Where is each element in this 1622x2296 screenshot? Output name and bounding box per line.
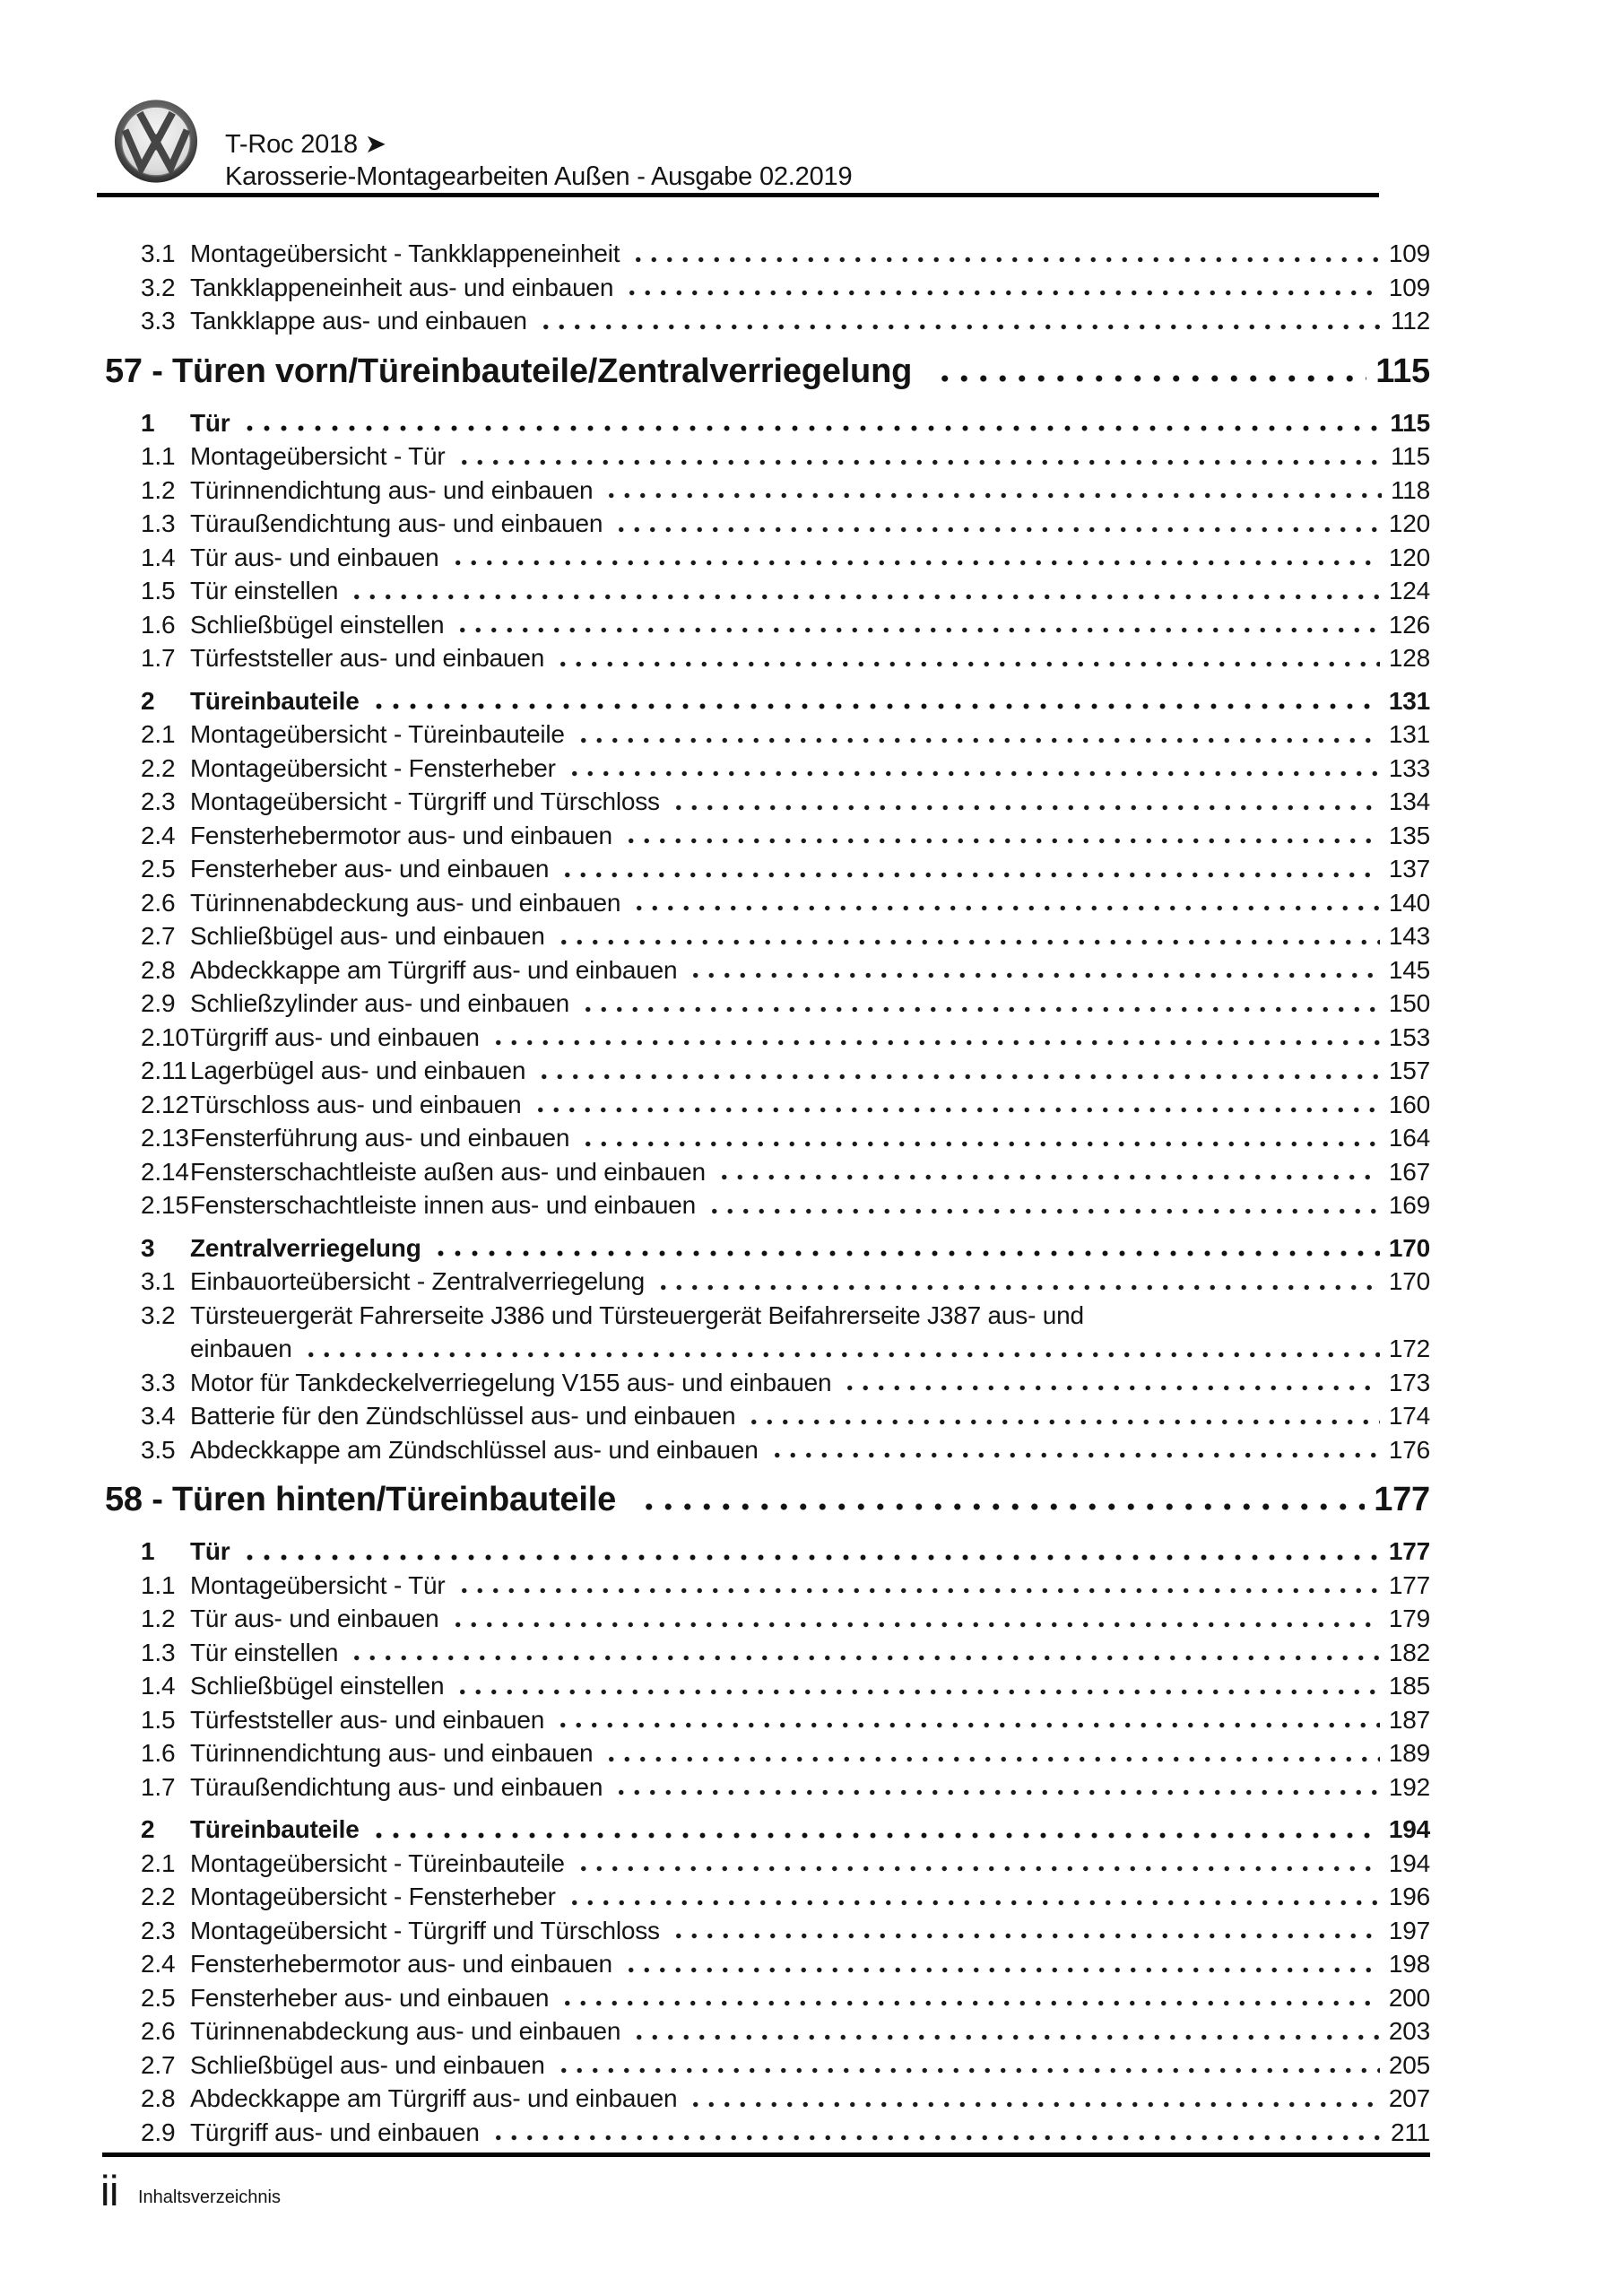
dot-leader [456,459,1382,465]
toc-entry-title: Fensterhebermotor aus- und einbauen [190,821,612,849]
toc-entry-number: 2.2 [141,753,176,782]
dot-leader [555,1722,1380,1728]
toc-entry-title: Türaußendichtung aus- und einbauen [190,509,603,537]
toc-entry-number: 1.7 [141,1772,176,1801]
dot-leader [603,1756,1380,1762]
toc-entry-number: 1 [141,1537,155,1565]
toc-entry-number: 3.2 [141,273,176,301]
toc-entry-title: Türinnendichtung aus- und einbauen [190,475,594,504]
dot-leader [576,737,1380,744]
footer-page-number: ii [100,2167,118,2214]
toc-entry-number: 3.4 [141,1402,176,1430]
toc-entry [141,1433,1430,1467]
dot-leader [567,770,1380,777]
toc-page-number: 187 [1388,1705,1430,1734]
toc-page-number: 177 [1388,1570,1430,1599]
toc-entry-number: 2.12 [141,1090,189,1118]
toc-entry-title: Türinnendichtung aus- und einbauen [190,1739,594,1767]
toc-entry-number: 1.6 [141,610,176,639]
toc-entry [141,1636,1430,1670]
dot-leader [631,905,1380,911]
toc-entry [141,1299,1430,1333]
toc-entry-number: 1.2 [141,475,176,504]
toc-entry [141,1121,1430,1155]
toc-page-number: 176 [1388,1435,1430,1464]
toc-entry-number: 3.1 [141,239,176,267]
dot-leader [716,1174,1380,1180]
toc-entry [141,1736,1430,1770]
dot-leader [455,627,1380,633]
toc-entry-title: Türsteuergerät Fahrerseite J386 und Türsteuergerät Beifahrerseite J387 aus- und [190,1300,1084,1329]
toc-page-number: 211 [1390,2118,1430,2146]
dot-leader [370,1832,1380,1839]
toc-entry-title: Tür aus- und einbauen [190,543,439,571]
toc-page-number: 133 [1388,753,1430,782]
dot-leader [556,939,1380,945]
toc-entry-number: 2.1 [141,720,176,748]
toc-chapter-row [105,351,1430,392]
toc-entry-title: Motor für Tankdeckelverriegelung V155 aus- und einbauen [190,1368,832,1396]
toc-entry-number: 1.1 [141,1570,176,1599]
toc-entry-number: 1.1 [141,442,176,470]
toc-section-row [141,406,1430,440]
toc-page-number: 198 [1388,1950,1430,1978]
toc-entry-title: Tür einstellen [190,577,339,604]
toc-chapter-title: 58 - Türen hinten/Türeinbauteile [105,1481,617,1518]
toc-entry-title: Schließzylinder aus- und einbauen [190,989,569,1017]
toc-section-row [141,1231,1430,1265]
toc-page-number: 185 [1388,1672,1430,1700]
toc-entry [141,2116,1430,2150]
toc-page-number: 192 [1388,1772,1430,1801]
footer-label: Inhaltsverzeichnis [138,2187,281,2207]
dot-leader [580,1006,1380,1013]
toc-page-number: 128 [1388,644,1430,672]
toc-entry [141,1265,1430,1299]
toc-entry-title: Schließbügel aus- und einbauen [190,2050,545,2079]
toc-entry [141,1669,1430,1703]
dot-leader [533,1107,1380,1113]
toc-entry-number: 2.10 [141,1022,189,1051]
toc-section-row [141,1813,1430,1847]
toc-page-number: 196 [1388,1883,1430,1910]
toc-page-number: 153 [1388,1022,1430,1051]
dot-leader [576,1866,1380,1872]
toc-entry-title: Batterie für den Zündschlüssel aus- und einbauen [190,1402,736,1430]
footer-rule [102,2152,1430,2157]
toc-entry [141,1602,1430,1636]
toc-entry [141,1054,1430,1088]
toc-entry-title: Montageübersicht - Türeinbauteile [190,1848,565,1877]
toc-entry-number: 1 [141,408,155,437]
toc-page-number: 131 [1388,720,1430,748]
toc-entry-title: Schließbügel einstellen [190,610,445,639]
toc-page-number: 112 [1390,307,1430,335]
dot-leader [349,594,1380,600]
dot-leader [456,1587,1380,1594]
toc-page-number: 200 [1388,1983,1430,2012]
dot-leader [538,324,1382,330]
dot-leader [707,1208,1380,1214]
toc-entry-title: Abdeckkappe am Türgriff aus- und einbauen [190,2084,678,2112]
dot-leader [688,972,1380,978]
dot-leader [769,1452,1380,1458]
toc-page-number: 160 [1388,1090,1430,1118]
toc-entry-number: 2.5 [141,1983,176,2012]
toc-entry-title: Tür aus- und einbauen [190,1605,439,1632]
toc-entry-number: 2.2 [141,1883,176,1910]
dot-leader [450,1622,1380,1628]
dot-leader [559,2000,1380,2006]
dot-leader [555,661,1380,667]
toc-page-number: 109 [1388,273,1430,301]
dot-leader [603,492,1382,499]
toc-entry-number: 1.3 [141,1638,176,1666]
toc-entry-number: 3.1 [141,1267,176,1295]
dot-leader [455,1689,1380,1695]
toc-entry-title: Montageübersicht - Türgriff und Türschloss [190,1916,660,1944]
toc-page-number: 194 [1388,1848,1430,1877]
toc-section-row [141,684,1430,718]
toc-entry-number: 2.13 [141,1124,189,1152]
toc-entry-number: 2.9 [141,2118,176,2146]
toc-page-number: 120 [1388,543,1430,571]
toc-entry-title: Montageübersicht - Tankklappeneinheit [190,239,620,267]
dot-leader [349,1655,1380,1661]
dot-leader [623,1967,1380,1973]
toc-entry-number: 1.4 [141,1672,176,1700]
toc-entry [141,507,1430,541]
toc-entry [141,1569,1430,1603]
toc-chapter-title: 57 - Türen vorn/Türeinbauteile/Zentralverriegelung [105,352,913,390]
dot-leader [567,1900,1380,1906]
toc-page-number: 118 [1390,475,1430,504]
toc-page-number: 115 [1375,352,1430,390]
toc-page-number: 157 [1388,1057,1430,1084]
toc-entry [141,574,1430,608]
toc-entry-number: 1.5 [141,1705,176,1734]
toc-entry [141,1366,1430,1400]
dot-leader [655,1284,1380,1291]
toc-page-number: 172 [1388,1335,1430,1362]
toc-page-number: 197 [1388,1916,1430,1944]
toc-entry-number: 2.9 [141,989,176,1017]
toc-page-number: 135 [1388,821,1430,849]
toc-entry-title: Fensterschachtleiste innen aus- und einbauen [190,1191,697,1219]
toc-entry [141,1770,1430,1805]
dot-leader [450,560,1380,566]
toc-page-number: 131 [1388,686,1430,715]
dot-leader [490,1039,1380,1046]
toc-page-number: 169 [1388,1191,1430,1219]
toc-entry-number: 2.3 [141,787,176,815]
dot-leader [935,375,1366,382]
toc-entry-number: 1.3 [141,509,176,537]
toc-entry-number: 3.3 [141,1368,176,1396]
toc-page-number: 170 [1388,1267,1430,1295]
toc-entry [141,987,1430,1021]
toc-entry [141,1880,1430,1914]
dot-leader [241,425,1382,431]
toc-entry-number: 1.6 [141,1739,176,1767]
toc-page-number: 170 [1388,1233,1430,1262]
header-model-line: T-Roc 2018 ➤ [225,130,386,159]
toc-chapter-row [105,1479,1430,1520]
toc-entry-continuation [141,1332,1430,1366]
toc-entry [141,886,1430,920]
toc-entry [141,2048,1430,2083]
toc-entry-title: Türinnenabdeckung aus- und einbauen [190,2017,621,2045]
toc-entry [141,752,1430,786]
toc-entry-title: Türfeststeller aus- und einbauen [190,644,545,672]
toc-entry-number: 3.5 [141,1435,176,1464]
toc-entry-number: 2 [141,686,155,715]
toc-entry [141,1155,1430,1189]
toc-entry-title: Abdeckkappe am Türgriff aus- und einbauen [190,955,678,984]
toc-entry-title: Türgriff aus- und einbauen [190,1022,480,1051]
toc-entry-number: 2.4 [141,821,176,849]
toc-entry-title: Tür [190,408,230,437]
toc-page-number: 134 [1388,787,1430,815]
toc-page-number: 173 [1388,1368,1430,1396]
toc-entry-title: Montageübersicht - Türeinbauteile [190,720,565,748]
toc-entry-title: Fensterheber aus- und einbauen [190,1983,550,2012]
toc-section-row [141,1535,1430,1569]
toc-entry [141,953,1430,987]
toc-entry-title: Tür einstellen [190,1638,339,1666]
toc-entry-number: 2.7 [141,922,176,950]
dot-leader [613,526,1380,533]
toc-entry-title: Türgriff aus- und einbauen [190,2118,480,2146]
toc-entry-title: Türschloss aus- und einbauen [190,1090,522,1118]
toc-entry [141,819,1430,853]
toc-entry-title: Einbauorteübersicht - Zentralverriegelung [190,1267,645,1295]
toc-page-number: 140 [1388,888,1430,917]
toc-page-number: 126 [1388,610,1430,639]
toc-page-number: 207 [1388,2084,1430,2112]
dot-leader [580,1141,1380,1147]
toc-page-number: 203 [1388,2017,1430,2045]
toc-entry [141,919,1430,953]
toc-entry-title: Türaußendichtung aus- und einbauen [190,1772,603,1801]
dot-leader [631,2034,1380,2040]
toc-entry [141,237,1430,271]
dot-leader [630,257,1380,263]
toc-entry [141,1188,1430,1222]
toc-entry-number: 2.4 [141,1950,176,1978]
toc-entry-title: Montageübersicht - Tür [190,1570,446,1599]
toc-page-number: 115 [1390,408,1430,437]
dot-leader [688,2101,1380,2108]
toc-entry-number: 2.8 [141,955,176,984]
toc-entry [141,541,1430,575]
toc-entry-number: 2.1 [141,1848,176,1877]
toc-page-number: 109 [1388,239,1430,267]
toc-entry [141,271,1430,305]
toc-entry [141,1399,1430,1433]
toc-entry [141,852,1430,886]
toc-entry-title: Montageübersicht - Fensterheber [190,753,556,782]
toc-entry [141,1088,1430,1122]
dot-leader [490,2135,1382,2141]
dot-leader [556,2067,1380,2074]
toc-entry [141,2082,1430,2116]
toc-entry-title: Tankklappeneinheit aus- und einbauen [190,273,614,301]
toc-entry-number: 2.14 [141,1157,189,1186]
toc-page-number: 120 [1388,509,1430,537]
dot-leader [842,1385,1379,1391]
toc-entry-number: 2.6 [141,2017,176,2045]
dot-leader [623,838,1380,844]
toc-entry-title: Türeinbauteile [190,686,360,715]
dot-leader [624,290,1380,296]
toc-page-number: 174 [1388,1402,1430,1430]
toc-entry [141,2014,1430,2048]
dot-leader [241,1554,1380,1561]
toc-page-number: 115 [1390,442,1430,470]
dot-leader [536,1074,1380,1080]
dot-leader [432,1250,1380,1257]
toc-entry-number: 1.2 [141,1605,176,1632]
toc-entry-title: Schließbügel aus- und einbauen [190,922,545,950]
toc-entry-number: 3.3 [141,307,176,335]
toc-entry [141,304,1430,338]
toc-page-number: 182 [1388,1638,1430,1666]
toc-entry-number: 2.11 [141,1057,187,1084]
toc-entry [141,718,1430,752]
toc-entry-number: 2 [141,1815,155,1843]
toc-entry-title: Montageübersicht - Fensterheber [190,1883,556,1910]
toc-entry-title: Fensterheber aus- und einbauen [190,855,550,883]
toc-page-number: 179 [1388,1605,1430,1632]
toc-entry [141,1847,1430,1881]
toc-entry-title: Fensterführung aus- und einbauen [190,1124,570,1152]
toc-entry-title: Türinnenabdeckung aus- und einbauen [190,888,621,917]
toc-entry [141,1981,1430,2015]
toc-entry-title: Abdeckkappe am Zündschlüssel aus- und einbauen [190,1435,759,1464]
toc-entry-number: 1.4 [141,543,176,571]
toc-entry-title: Fensterhebermotor aus- und einbauen [190,1950,612,1978]
toc-entry-title: Montageübersicht - Tür [190,442,446,470]
dot-leader [370,703,1380,709]
toc-page-number: 194 [1388,1815,1430,1843]
toc-entry-title-line2: einbauen [190,1335,292,1362]
toc-entry-title: Tankklappe aus- und einbauen [190,307,527,335]
toc-entry-number: 1.7 [141,644,176,672]
toc-entry-number: 2.6 [141,888,176,917]
toc-entry-number: 1.5 [141,577,176,604]
toc-entry [141,641,1430,675]
toc-page-number: 164 [1388,1124,1430,1152]
toc-entry-title: Fensterschachtleiste außen aus- und einbauen [190,1157,706,1186]
toc-entry-number: 2.15 [141,1191,189,1219]
toc-page-number: 189 [1388,1739,1430,1767]
toc-entry-number: 2.3 [141,1916,176,1944]
toc-entry [141,608,1430,642]
toc-entry-number: 2.5 [141,855,176,883]
toc-entry-number: 3 [141,1233,155,1262]
toc-entry-title: Lagerbügel aus- und einbauen [190,1057,526,1084]
toc-entry-number: 2.8 [141,2084,176,2112]
toc-entry-number: 3.2 [141,1300,176,1329]
toc-page-number: 177 [1388,1537,1430,1565]
toc-entry [141,1021,1430,1055]
dot-leader [303,1352,1380,1358]
dot-leader [559,872,1380,878]
toc-page-number: 167 [1388,1157,1430,1186]
toc-entry [141,1914,1430,1948]
toc-entry [141,439,1430,474]
toc-entry-title: Montageübersicht - Türgriff und Türschloss [190,787,660,815]
toc-entry [141,1703,1430,1737]
dot-leader [613,1789,1380,1796]
toc-page-number: 145 [1388,955,1430,984]
dot-leader [671,804,1380,811]
toc-page-number: 177 [1374,1481,1430,1518]
toc-page-number: 205 [1388,2050,1430,2079]
toc-entry-title: Türeinbauteile [190,1815,360,1843]
header-manual-title: Karosserie-Montagearbeiten Außen - Ausgabe 02.2019 [225,162,853,191]
dot-leader [746,1419,1380,1425]
toc-entry-number: 2.7 [141,2050,176,2079]
toc-page-number: 150 [1388,989,1430,1017]
toc-entry [141,785,1430,819]
toc-entry-title: Tür [190,1537,230,1565]
dot-leader [671,1933,1380,1939]
toc-entry [141,1947,1430,1981]
toc-entry [141,474,1430,508]
toc-page-number: 137 [1388,855,1430,883]
toc-page-number: 124 [1388,577,1430,604]
dot-leader [639,1503,1365,1510]
toc-page-number: 143 [1388,922,1430,950]
toc-entry-title: Zentralverriegelung [190,1233,421,1262]
toc-entry-title: Schließbügel einstellen [190,1672,445,1700]
toc-entry-title: Türfeststeller aus- und einbauen [190,1705,545,1734]
